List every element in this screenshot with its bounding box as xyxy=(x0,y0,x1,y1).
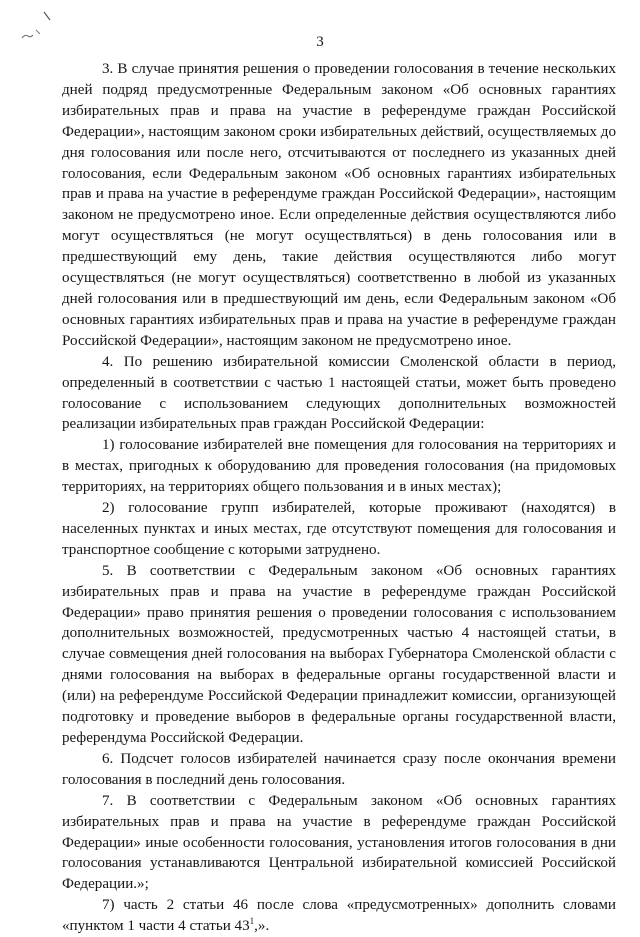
paragraph-part-3: 3. В случае принятия решения о проведении голосования в течение нескольких дней подряд предусмотренные Федеральным законом «Об основных гарантиях избирательных прав и права на участие в референдуме граждан Российской Федерации», настоящим законом сроки избирательных действий, осуществляемых до дня голосования или после него, отсчитываются от последнего из указанных дней голосования, если Федеральным законом «Об основных гарантиях избирательных прав и права на участие в референдуме граждан Российской Федерации», настоящим законом не предусмотрено иное. Если определенные действия осуществляются либо могут осуществляться (не могут осуществляться) в день голосования или в предшествующий ему день, такие действия осуществляются либо могут осуществляться (не могут осуществляться) соответственно в любой из указанных дней голосования или в предшествующий им день, если Федеральным законом «Об основных гарантиях избирательных прав и права на участие в референдуме граждан Российской Федерации», настоящим законом не предусмотрено иное. xyxy=(62,61,616,349)
paragraph-part-6: 6. Подсчет голосов избирателей начинается сразу после окончания времени голосования в последний день голосования. xyxy=(62,750,616,788)
paragraph-part-7: 7. В соответствии с Федеральным законом «Об основных гарантиях избирательных прав и права на участие в референдуме граждан Российской Федерации» иные особенности голосования, установления итогов голосования в дни голосования устанавливаются Центральной избирательной комиссией Российской Федерации.»; xyxy=(62,792,616,893)
document-body xyxy=(62,59,616,937)
paragraph-item-2: 2) голосование групп избирателей, которые проживают (находятся) в населенных пунктах и иных местах, где отсутствуют помещения для голосования и транспортное сообщение с которыми затруднено. xyxy=(62,500,616,558)
paragraph-part-5: 5. В соответствии с Федеральным законом «Об основных гарантиях избирательных прав и права на участие в референдуме граждан Российской Федерации» право принятия решения о проведении голосования с использованием дополнительных возможностей, предусмотренных частью 4 настоящей статьи, в случае совмещения дней голосования на выборах Губернатора Смоленской области с днями голосования на выборах в федеральные органы государственной власти и (или) на референдуме Российской Федерации принадлежит комиссии, организующей подготовку и проведение выборов в федеральные органы государственной власти, референдума Российской Федерации. xyxy=(62,562,616,746)
amendment-ending: ,». xyxy=(254,918,270,935)
paragraph-part-4: 4. По решению избирательной комиссии Смоленской области в период, определенный в соответствии с частью 1 настоящей статьи, может быть проведено голосование с использованием следующих дополнительных возможностей реализации избирательных прав граждан Российской Федерации: xyxy=(62,353,616,433)
amendment-text: 7) часть 2 статьи 46 после слова «предусмотренных» дополнить словами «пунктом 1 части 4 статьи 43 xyxy=(62,897,616,935)
paragraph-item-1: 1) голосование избирателей вне помещения для голосования на территориях и в местах, пригодных к оборудованию для проведения голосования (на придомовых территориях, на территориях общего пользования и в иных местах); xyxy=(62,437,616,496)
paragraph-amendment-7 xyxy=(62,895,616,937)
page-number: 3 xyxy=(316,34,324,50)
superscript-index: 1 xyxy=(249,916,255,927)
